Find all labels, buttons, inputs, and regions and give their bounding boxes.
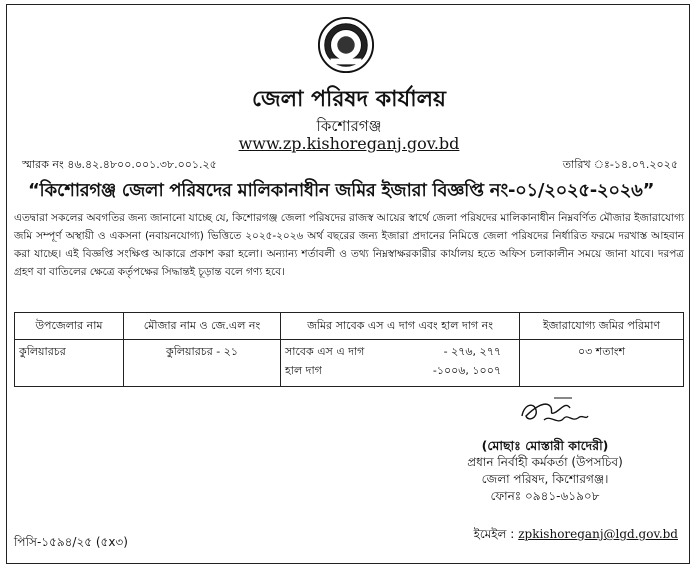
cell-area: ০৩ শতাংশ <box>520 340 684 387</box>
handwritten-signature-icon <box>514 392 594 432</box>
notice-date: তারিখ ঃ-১৪.০৭.২০২৫ <box>562 158 678 171</box>
sa-dag-line <box>285 343 515 362</box>
header-mouza: মৌজার নাম ও জে.এল নং <box>124 313 281 340</box>
notice-headline: “কিশোরগঞ্জ জেলা পরিষদের মালিকানাধীন জমির ইজারা বিজ্ঞপ্তি নং-০১/২০২৫-২০২৬” <box>28 180 655 201</box>
header-area: ইজারাযোগ্য জমির পরিমাণ <box>520 313 684 340</box>
signatory-block <box>420 437 670 505</box>
government-seal-icon <box>317 16 375 74</box>
header-upazila: উপজেলার নাম <box>15 313 124 340</box>
pc-code: পিসি-১৫৯৪/২৫ (৫x৩) <box>14 535 128 549</box>
lease-table <box>14 312 684 387</box>
signatory-name: (মোছাঃ মোস্তারী কাদেরী) <box>481 438 609 453</box>
hal-dag-line <box>285 362 515 381</box>
email-label: ইমেইল : <box>473 527 515 541</box>
signatory-phone: ফোনঃ ০৯৪১-৬১৯০৮ <box>490 489 600 503</box>
table-row <box>15 340 684 387</box>
email-line <box>474 526 678 546</box>
website-link[interactable]: www.zp.kishoreganj.gov.bd <box>238 134 460 153</box>
office-title: জেলা পরিষদ কার্যালয় <box>252 87 446 112</box>
cell-dag <box>281 340 520 387</box>
table-header-row <box>15 313 684 340</box>
notice-body: এতদ্বারা সকলের অবগতির জন্য জানানো যাচ্ছে যে, কিশোরগঞ্জ জেলা পরিষদের রাজস্ব আয়ের স্বার্থে জেলা পরিষদের মালিকানাধীন নিম্নবর্ণিত মৌজার ইজারাযোগ্য জমি সম্পূর্ণ অস্থায়ী ও একসনা (নবায়নযোগ্য) ভিত্তিতে ২০২৫-২০২৬ অর্থ বছরের জন্য ইজারা প্রদানের নিমিত্তে জেলা পরিষদের নির্ধারিত ফরমে দরখাস্ত আহবান করা যাচ্ছে। এই বিজ্ঞপ্তি সংক্ষিপ্ত আকারে প্রকাশ করা হলো। অন্যান্য শর্তাবলী ও তথ্য নিম্নস্বাক্ষরকারীর কার্যালয় হতে অফিস চলাকালীন সময়ে জানা যাবে। দরপত্র গ্রহণ বা বাতিলের ক্ষেত্রে কর্তৃপক্ষের সিদ্ধান্তই চূড়ান্ত বলে গণ্য হবে। <box>14 212 684 278</box>
signatory-designation: প্রধান নির্বাহী কর্মকর্তা (উপসচিব) <box>467 455 623 469</box>
hal-dag-value: -১০০৬, ১০০৭ <box>432 364 501 377</box>
signatory-office: জেলা পরিষদ, কিশোরগঞ্জ। <box>481 472 609 486</box>
memo-number: স্মারক নং ৪৬.৪২.৪৮০০.০০১.৩৮.০০১.২৫ <box>22 158 217 171</box>
sa-dag-value: - ২৭৬, ২৭৭ <box>443 345 501 358</box>
cell-upazila: কুলিয়ারচর <box>15 340 124 387</box>
district-name: কিশোরগঞ্জ <box>316 117 382 135</box>
email-address[interactable]: zpkishoreganj@lgd.gov.bd <box>518 527 678 541</box>
sa-dag-label: সাবেক এস এ দাগ <box>285 345 365 358</box>
header-dag: জমির সাবেক এস এ দাগ এবং হাল দাগ নং <box>281 313 520 340</box>
cell-mouza: কুলিয়ারচর - ২১ <box>124 340 281 387</box>
hal-dag-label: হাল দাগ <box>285 364 322 377</box>
